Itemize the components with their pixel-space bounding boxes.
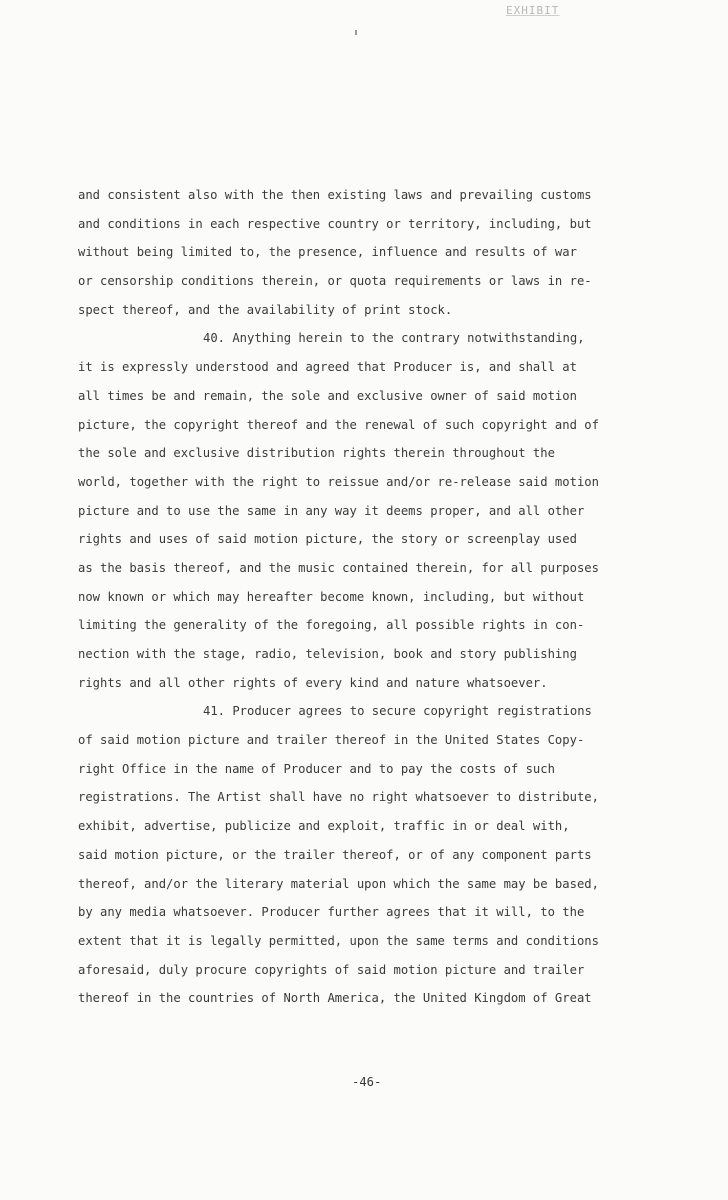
paragraph-41-start: 41. Producer agrees to secure copyright registrations — [203, 704, 592, 719]
text-line: right Office in the name of Producer and to pay the costs of such — [78, 761, 555, 776]
text-line: it is expressly understood and agreed that Producer is, and shall at — [78, 360, 577, 375]
text-line: the sole and exclusive distribution rights therein throughout the — [78, 446, 555, 461]
text-line: limiting the generality of the foregoing, all possible rights in con- — [78, 618, 585, 633]
text-line: thereof in the countries of North America, the United Kingdom of Great — [78, 991, 592, 1006]
paragraph-40-start: 40. Anything herein to the contrary notwithstanding, — [203, 331, 585, 346]
scan-speck — [355, 30, 357, 35]
text-line: picture, the copyright thereof and the renewal of such copyright and of — [78, 417, 599, 432]
text-line: without being limited to, the presence, influence and results of war — [78, 245, 577, 260]
document-body — [78, 181, 703, 1013]
text-line: or censorship conditions therein, or quota requirements or laws in re- — [78, 274, 592, 289]
header-stamp: EXHIBIT — [506, 4, 560, 17]
text-line: thereof, and/or the literary material upon which the same may be based, — [78, 876, 599, 891]
text-line: world, together with the right to reissue and/or re-release said motion — [78, 474, 599, 489]
text-line: said motion picture, or the trailer thereof, or of any component parts — [78, 847, 592, 862]
text-line: now known or which may hereafter become known, including, but without — [78, 589, 585, 604]
page-number: -46- — [352, 1075, 382, 1089]
text-line: and conditions in each respective country or territory, including, but — [78, 216, 592, 231]
text-line: exhibit, advertise, publicize and exploit, traffic in or deal with, — [78, 819, 570, 834]
text-line: spect thereof, and the availability of print stock. — [78, 302, 453, 317]
text-line: extent that it is legally permitted, upon the same terms and conditions — [78, 933, 599, 948]
text-line: of said motion picture and trailer thereof in the United States Copy- — [78, 733, 585, 748]
text-line: and consistent also with the then existing laws and prevailing customs — [78, 188, 592, 202]
text-line: by any media whatsoever. Producer further agrees that it will, to the — [78, 905, 585, 920]
text-line: all times be and remain, the sole and exclusive owner of said motion — [78, 388, 577, 403]
text-line: registrations. The Artist shall have no right whatsoever to distribute, — [78, 790, 599, 805]
text-line: picture and to use the same in any way it deems proper, and all other — [78, 503, 585, 518]
text-line: aforesaid, duly procure copyrights of said motion picture and trailer — [78, 962, 585, 977]
text-line: as the basis thereof, and the music contained therein, for all purposes — [78, 560, 599, 575]
text-line: rights and all other rights of every kind and nature whatsoever. — [78, 675, 548, 690]
text-line: rights and uses of said motion picture, the story or screenplay used — [78, 532, 577, 547]
text-line: nection with the stage, radio, television, book and story publishing — [78, 647, 577, 661]
